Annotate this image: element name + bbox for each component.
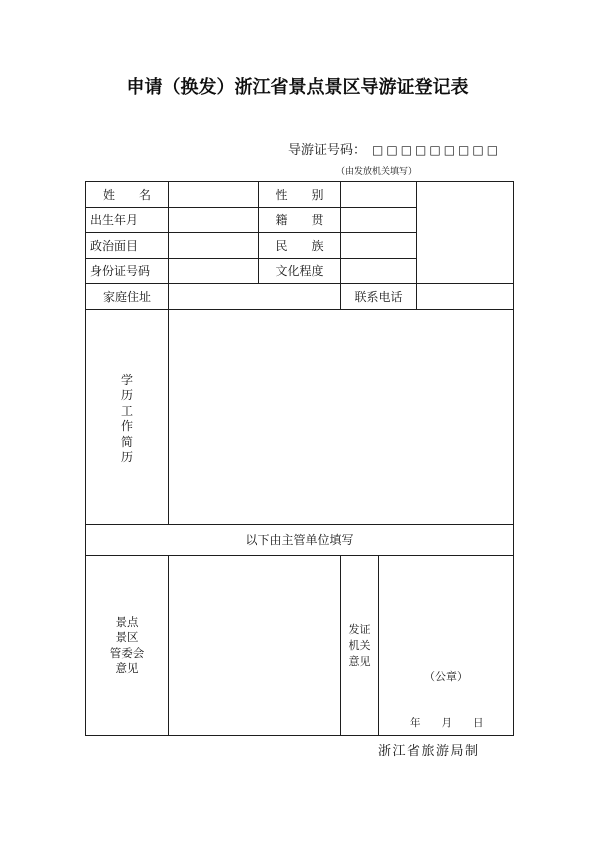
political-status-label: 政治面目 xyxy=(85,232,169,259)
education-label: 文化程度 xyxy=(258,258,341,284)
ethnicity-field xyxy=(340,232,417,259)
issuing-authority-opinion-field xyxy=(378,555,514,736)
guide-card-number-boxes: □□□□□□□□□ xyxy=(372,143,502,157)
scenic-committee-opinion-label-line: 景点 xyxy=(115,614,139,629)
scenic-committee-opinion-label-line: 意见 xyxy=(115,661,139,675)
issuing-authority-opinion-label-line: 意见 xyxy=(348,654,371,668)
name-label: 姓 名 xyxy=(85,181,169,208)
resume-field xyxy=(168,309,514,525)
resume-label: 学历工作简历 xyxy=(121,372,134,464)
native-place-field xyxy=(340,207,417,233)
photo-box xyxy=(416,181,514,284)
issuing-authority-opinion-label-cell xyxy=(340,555,379,736)
id-number-label: 身份证号码 xyxy=(85,258,169,284)
resume-label-cell xyxy=(85,309,169,525)
guide-card-number-note: （由发放机关填写） xyxy=(336,167,418,177)
ethnicity-label: 民 族 xyxy=(258,232,341,259)
guide-card-number-label: 导游证号码： xyxy=(288,143,367,158)
scenic-committee-opinion-label-cell xyxy=(85,555,169,736)
issuing-authority-opinion-label xyxy=(349,622,371,670)
issuing-authority-opinion-label-line: 机关 xyxy=(348,638,371,652)
home-address-label: 家庭住址 xyxy=(85,283,169,310)
form-title: 申请（换发）浙江省景点景区导游证登记表 xyxy=(126,77,469,98)
scenic-committee-opinion-label xyxy=(110,615,145,677)
authority-section-note: 以下由主管单位填写 xyxy=(85,524,514,556)
gender-label: 性 别 xyxy=(258,181,341,208)
native-place-label: 籍 贯 xyxy=(258,207,341,233)
date-line: 年 月 日 xyxy=(410,717,484,729)
issuer-footer: 浙江省旅游局制 xyxy=(378,744,480,759)
phone-label: 联系电话 xyxy=(340,283,417,310)
scenic-committee-opinion-label-line: 管委会 xyxy=(109,645,145,660)
registration-table xyxy=(85,181,514,736)
scenic-committee-opinion-label-line: 景区 xyxy=(115,630,139,644)
education-field xyxy=(340,258,417,284)
guide-card-number-line xyxy=(288,142,501,158)
home-address-field xyxy=(168,283,341,310)
gender-field xyxy=(340,181,417,208)
issuing-authority-opinion-label-line: 发证 xyxy=(348,622,371,636)
id-number-field xyxy=(168,258,259,284)
birth-date-field xyxy=(168,207,259,233)
scenic-committee-opinion-field xyxy=(168,555,341,736)
official-seal-placeholder: （公章） xyxy=(424,670,468,683)
phone-field xyxy=(416,283,514,310)
name-field xyxy=(168,181,259,208)
political-status-field xyxy=(168,232,259,259)
birth-date-label: 出生年月 xyxy=(85,207,169,233)
